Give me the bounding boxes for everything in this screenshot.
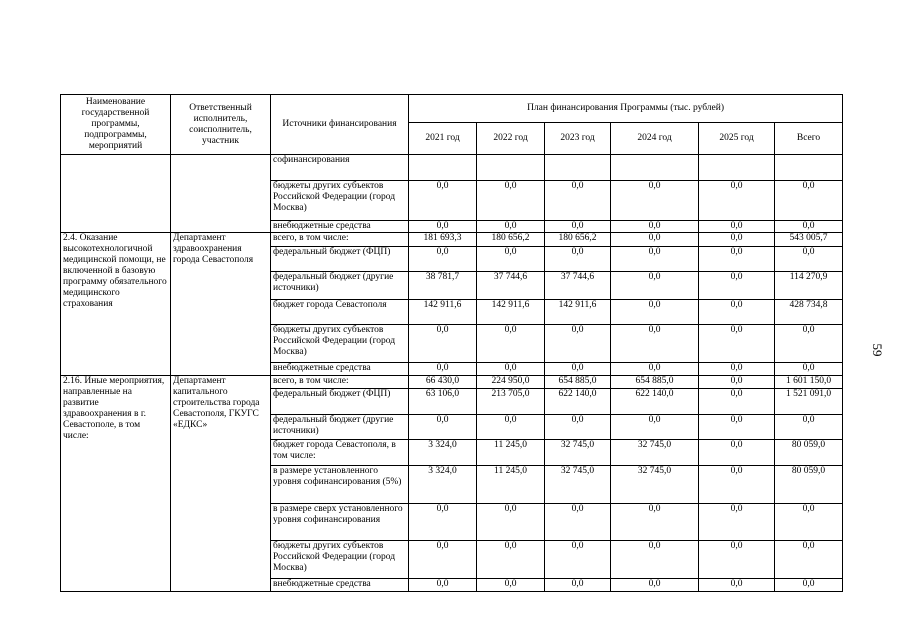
amount-cell: 0,0 [775, 579, 843, 592]
amount-cell: 622 140,0 [611, 389, 699, 415]
amount-cell: 3 324,0 [409, 440, 477, 466]
table-row [61, 376, 843, 389]
amount-cell: 0,0 [409, 221, 477, 233]
amount-cell: 0,0 [699, 541, 775, 579]
amount-cell: 37 744,6 [545, 272, 611, 300]
header-year: 2025 год [699, 123, 775, 155]
funding-source: всего, в том числе: [271, 233, 409, 247]
amount-cell: 428 734,8 [775, 300, 843, 325]
header-name: Наименование государственной программы, подпрограммы, мероприятий [61, 95, 171, 155]
responsible-executor: Департамент капитального строительства города Севастополя, ГКУГС «ЕДКС» [171, 376, 271, 592]
funding-source: федеральный бюджет (ФЦП) [271, 247, 409, 272]
funding-source: бюджеты других субъектов Российской Федерации (город Москва) [271, 541, 409, 579]
amount-cell: 0,0 [477, 181, 545, 221]
amount-cell: 0,0 [699, 221, 775, 233]
funding-source: софинансирования [271, 155, 409, 181]
amount-cell: 63 106,0 [409, 389, 477, 415]
amount-cell [699, 155, 775, 181]
amount-cell: 142 911,6 [545, 300, 611, 325]
amount-cell: 80 059,0 [775, 466, 843, 504]
amount-cell: 213 705,0 [477, 389, 545, 415]
amount-cell [611, 155, 699, 181]
amount-cell: 0,0 [699, 300, 775, 325]
amount-cell: 0,0 [611, 247, 699, 272]
amount-cell: 0,0 [611, 233, 699, 247]
amount-cell: 0,0 [699, 181, 775, 221]
amount-cell: 11 245,0 [477, 466, 545, 504]
amount-cell: 0,0 [611, 221, 699, 233]
amount-cell: 0,0 [775, 415, 843, 440]
amount-cell: 0,0 [699, 440, 775, 466]
amount-cell: 0,0 [409, 181, 477, 221]
amount-cell: 66 430,0 [409, 376, 477, 389]
amount-cell: 0,0 [611, 272, 699, 300]
amount-cell: 0,0 [775, 325, 843, 363]
amount-cell: 0,0 [775, 504, 843, 541]
amount-cell: 0,0 [699, 376, 775, 389]
amount-cell: 622 140,0 [545, 389, 611, 415]
amount-cell: 0,0 [699, 363, 775, 376]
header-responsible: Ответственный исполнитель, соисполнитель, участник [171, 95, 271, 155]
amount-cell: 0,0 [775, 221, 843, 233]
amount-cell: 0,0 [775, 541, 843, 579]
amount-cell: 180 656,2 [545, 233, 611, 247]
measure-name [61, 155, 171, 233]
funding-source: в размере установленного уровня софинансирования (5%) [271, 466, 409, 504]
amount-cell: 0,0 [611, 541, 699, 579]
amount-cell: 0,0 [775, 363, 843, 376]
amount-cell: 0,0 [611, 181, 699, 221]
amount-cell: 142 911,6 [409, 300, 477, 325]
amount-cell: 0,0 [699, 504, 775, 541]
amount-cell: 0,0 [409, 541, 477, 579]
amount-cell: 0,0 [699, 466, 775, 504]
amount-cell: 0,0 [699, 233, 775, 247]
amount-cell: 114 270,9 [775, 272, 843, 300]
funding-source: федеральный бюджет (ФЦП) [271, 389, 409, 415]
header-sources: Источники финансирования [271, 95, 409, 155]
amount-cell: 0,0 [545, 363, 611, 376]
amount-cell [545, 155, 611, 181]
amount-cell: 654 885,0 [611, 376, 699, 389]
amount-cell: 0,0 [545, 221, 611, 233]
funding-source: всего, в том числе: [271, 376, 409, 389]
amount-cell: 0,0 [699, 579, 775, 592]
amount-cell: 0,0 [699, 247, 775, 272]
amount-cell: 0,0 [477, 415, 545, 440]
funding-source: бюджеты других субъектов Российской Федерации (город Москва) [271, 181, 409, 221]
measure-name: 2.4. Оказание высокотехнологичной медицинской помощи, не включенной в базовую программу обязательного медицинского страхования [61, 233, 171, 376]
header-year: 2022 год [477, 123, 545, 155]
financing-table [60, 94, 843, 592]
amount-cell: 654 885,0 [545, 376, 611, 389]
header-year: 2024 год [611, 123, 699, 155]
amount-cell: 224 950,0 [477, 376, 545, 389]
amount-cell: 1 521 091,0 [775, 389, 843, 415]
amount-cell: 0,0 [477, 221, 545, 233]
funding-source: внебюджетные средства [271, 363, 409, 376]
measure-name: 2.16. Иные мероприятия, направленные на развитие здравоохранения в г. Севастополе, в том числе: [61, 376, 171, 592]
funding-source: бюджет города Севастополя [271, 300, 409, 325]
amount-cell: 0,0 [409, 415, 477, 440]
funding-source: внебюджетные средства [271, 579, 409, 592]
amount-cell: 0,0 [545, 541, 611, 579]
amount-cell [775, 155, 843, 181]
amount-cell: 0,0 [775, 247, 843, 272]
table-body [61, 155, 843, 592]
amount-cell: 0,0 [611, 300, 699, 325]
funding-source: внебюджетные средства [271, 221, 409, 233]
amount-cell: 32 745,0 [545, 466, 611, 504]
amount-cell: 0,0 [545, 247, 611, 272]
amount-cell: 0,0 [545, 415, 611, 440]
amount-cell: 37 744,6 [477, 272, 545, 300]
header-total: Всего [775, 123, 843, 155]
amount-cell [409, 155, 477, 181]
table-row [61, 233, 843, 247]
amount-cell: 0,0 [477, 325, 545, 363]
amount-cell: 0,0 [409, 363, 477, 376]
header-year: 2023 год [545, 123, 611, 155]
amount-cell: 3 324,0 [409, 466, 477, 504]
amount-cell: 0,0 [409, 325, 477, 363]
table-row [61, 155, 843, 181]
amount-cell: 0,0 [611, 363, 699, 376]
amount-cell: 0,0 [477, 541, 545, 579]
page-number: 59 [870, 343, 885, 357]
funding-source: бюджеты других субъектов Российской Федерации (город Москва) [271, 325, 409, 363]
amount-cell: 0,0 [699, 272, 775, 300]
amount-cell: 38 781,7 [409, 272, 477, 300]
amount-cell: 543 005,7 [775, 233, 843, 247]
amount-cell: 0,0 [545, 504, 611, 541]
amount-cell: 32 745,0 [545, 440, 611, 466]
amount-cell: 0,0 [409, 247, 477, 272]
amount-cell: 0,0 [699, 389, 775, 415]
amount-cell: 32 745,0 [611, 440, 699, 466]
amount-cell: 11 245,0 [477, 440, 545, 466]
header-plan-title: План финансирования Программы (тыс. рублей) [409, 95, 843, 123]
amount-cell: 0,0 [611, 325, 699, 363]
amount-cell: 0,0 [611, 415, 699, 440]
amount-cell: 0,0 [477, 247, 545, 272]
amount-cell [477, 155, 545, 181]
amount-cell: 80 059,0 [775, 440, 843, 466]
amount-cell: 0,0 [699, 325, 775, 363]
funding-source: в размере сверх установленного уровня софинансирования [271, 504, 409, 541]
funding-source: федеральный бюджет (другие источники) [271, 272, 409, 300]
amount-cell: 0,0 [477, 504, 545, 541]
responsible-executor: Департамент здравоохранения города Севастополя [171, 233, 271, 376]
header-year: 2021 год [409, 123, 477, 155]
amount-cell: 0,0 [409, 504, 477, 541]
funding-source: федеральный бюджет (другие источники) [271, 415, 409, 440]
amount-cell: 1 601 150,0 [775, 376, 843, 389]
amount-cell: 0,0 [545, 325, 611, 363]
funding-source: бюджет города Севастополя, в том числе: [271, 440, 409, 466]
amount-cell: 0,0 [775, 181, 843, 221]
amount-cell: 0,0 [699, 415, 775, 440]
amount-cell: 0,0 [477, 363, 545, 376]
amount-cell: 0,0 [477, 579, 545, 592]
amount-cell: 32 745,0 [611, 466, 699, 504]
amount-cell: 0,0 [545, 579, 611, 592]
amount-cell: 0,0 [611, 579, 699, 592]
amount-cell: 180 656,2 [477, 233, 545, 247]
amount-cell: 0,0 [409, 579, 477, 592]
responsible-executor [171, 155, 271, 233]
amount-cell: 0,0 [611, 504, 699, 541]
amount-cell: 181 693,3 [409, 233, 477, 247]
amount-cell: 0,0 [545, 181, 611, 221]
amount-cell: 142 911,6 [477, 300, 545, 325]
